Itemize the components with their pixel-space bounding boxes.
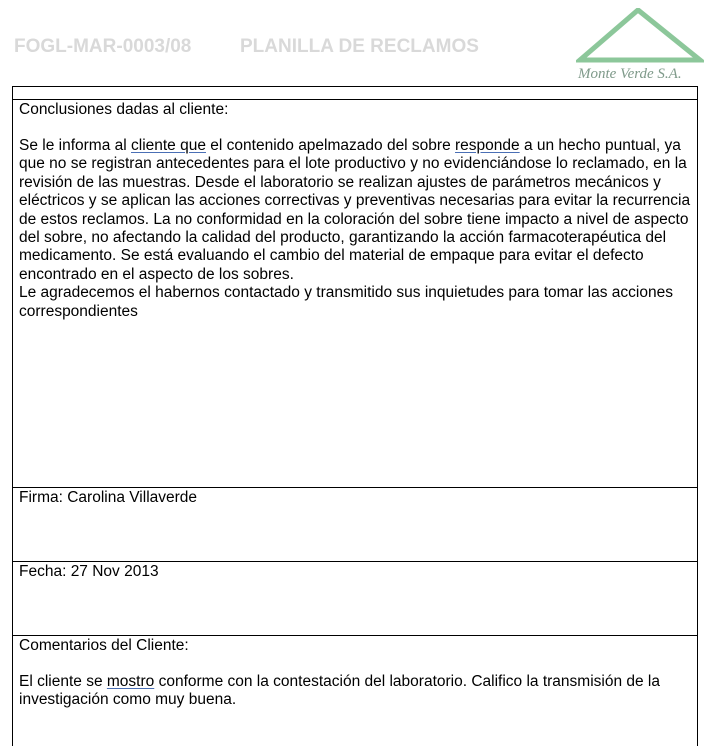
conclusions-text-part: a un hecho puntual, ya que no se registran antecedentes para el lote productivo y no evidenciándose lo reclamado, en la revisión de las muestras. Desde el laboratorio se realizan ajustes de parámetros mecánicos y eléctricos y se aplican las acciones correctivas y preventivas necesarias para evitar la recurrencia de estos reclamos. La no conformidad en la coloración del sobre tiene impacto a nivel de aspecto del sobre, no afectando la calidad del producto, garantizando la acción farmacoterapéutica del medicamento. Se está evaluando el cambio del material de empaque para evitar el defecto encontrado en el aspecto de los sobres.: [19, 137, 691, 283]
conclusions-thanks: Le agradecemos el habernos contactado y transmitido sus inquietudes para tomar las acciones correspondientes: [19, 284, 673, 320]
spellcheck-word-mostro: mostro: [106, 673, 155, 690]
signature-section: [13, 487, 697, 562]
form-top-row: [13, 86, 697, 100]
conclusions-text: [19, 137, 691, 284]
spellcheck-word-cliente-que: cliente que: [131, 137, 206, 154]
client-comments-section: [13, 635, 697, 746]
conclusions-text-part: Se le informa al: [19, 137, 131, 154]
company-logo: [576, 8, 704, 86]
comment-text-part: conforme con la contestación del laboratorio. Califico la transmisión de la investigación como muy buena.: [19, 673, 660, 709]
logo-text: Monte Verde S.A.: [578, 66, 682, 82]
conclusions-text-part: el contenido apelmazado del sobre: [205, 137, 456, 154]
conclusions-section: [13, 99, 697, 488]
form-code: FOGL-MAR-0003/08: [14, 36, 192, 57]
claim-form: [12, 86, 698, 746]
date-section: [13, 561, 697, 636]
client-comments-label: Comentarios del Cliente:: [19, 637, 189, 654]
spellcheck-word-responde: responde: [455, 137, 520, 154]
form-title: PLANILLA DE RECLAMOS: [240, 36, 479, 57]
signature-label: Firma: Carolina Villaverde: [19, 489, 198, 506]
conclusions-label: Conclusiones dadas al cliente:: [19, 101, 229, 118]
date-label: Fecha: 27 Nov 2013: [19, 563, 159, 580]
comment-text-part: El cliente se: [19, 673, 107, 690]
roof-logo-icon: [576, 8, 704, 68]
client-comments-text: [19, 673, 691, 710]
